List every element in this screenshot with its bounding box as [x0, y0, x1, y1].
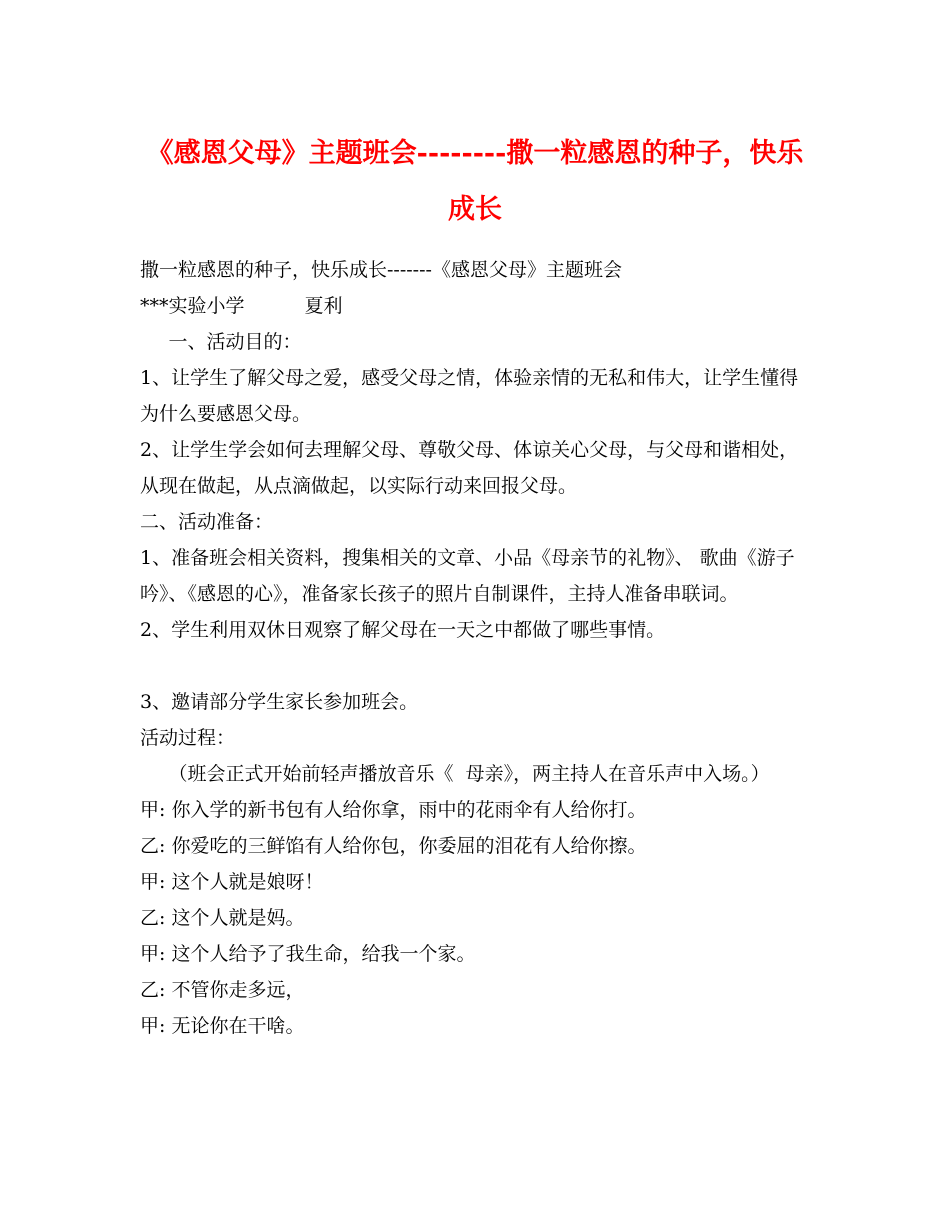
dialogue-line: 乙: 不管你走多远， [140, 979, 305, 1001]
dialogue-line: 乙: 这个人就是妈。 [140, 907, 305, 929]
dialogue-line: 甲: 这个人给予了我生命，给我一个家。 [140, 943, 476, 965]
process-intro: （班会正式开始前轻声播放音乐《 母亲》，两主持人在音乐声中入场。） [168, 763, 770, 785]
dialogue-line: 甲: 你入学的新书包有人给你拿，雨中的花雨伞有人给你打。 [140, 799, 647, 821]
section-heading-prep: 二、活动准备： [140, 511, 274, 533]
goal-item-2: 2、让学生学会如何去理解父母、尊敬父母、体谅关心父母，与父母和谐相处，从现在做起，从点滴做起，以实际行动来回报父母。 [140, 439, 799, 497]
prep-item-3: 3、邀请部分学生家长参加班会。 [140, 691, 419, 713]
section-heading-process: 活动过程： [140, 727, 236, 749]
section-heading-goal: 一、活动目的： [168, 331, 302, 353]
document-subtitle: 撒一粒感恩的种子，快乐成长-------《感恩父母》主题班会 [140, 259, 622, 281]
document-body [140, 252, 815, 1044]
school-name: ***实验小学 [140, 295, 245, 317]
author-name: 夏利 [304, 295, 343, 317]
author-line [140, 288, 815, 324]
dialogue-line: 甲: 无论你在干啥。 [140, 1015, 305, 1037]
dialogue-line: 甲: 这个人就是娘呀！ [140, 871, 324, 893]
prep-item-1: 1、准备班会相关资料，搜集相关的文章、小品《母亲节的礼物》、 歌曲《游子吟》、《感恩的心》，准备家长孩子的照片自制课件，主持人准备串联词。 [140, 547, 795, 605]
prep-item-2: 2、学生利用双休日观察了解父母在一天之中都做了哪些事情。 [140, 619, 666, 641]
goal-item-1: 1、让学生了解父母之爱，感受父母之情，体验亲情的无私和伟大，让学生懂得为什么要感恩父母。 [140, 367, 799, 425]
document-title: 《感恩父母》主题班会--------撒一粒感恩的种子，快乐成长 [146, 138, 804, 225]
dialogue-line: 乙: 你爱吃的三鲜馅有人给你包，你委屈的泪花有人给你擦。 [140, 835, 647, 857]
paragraph-gap [140, 648, 815, 684]
